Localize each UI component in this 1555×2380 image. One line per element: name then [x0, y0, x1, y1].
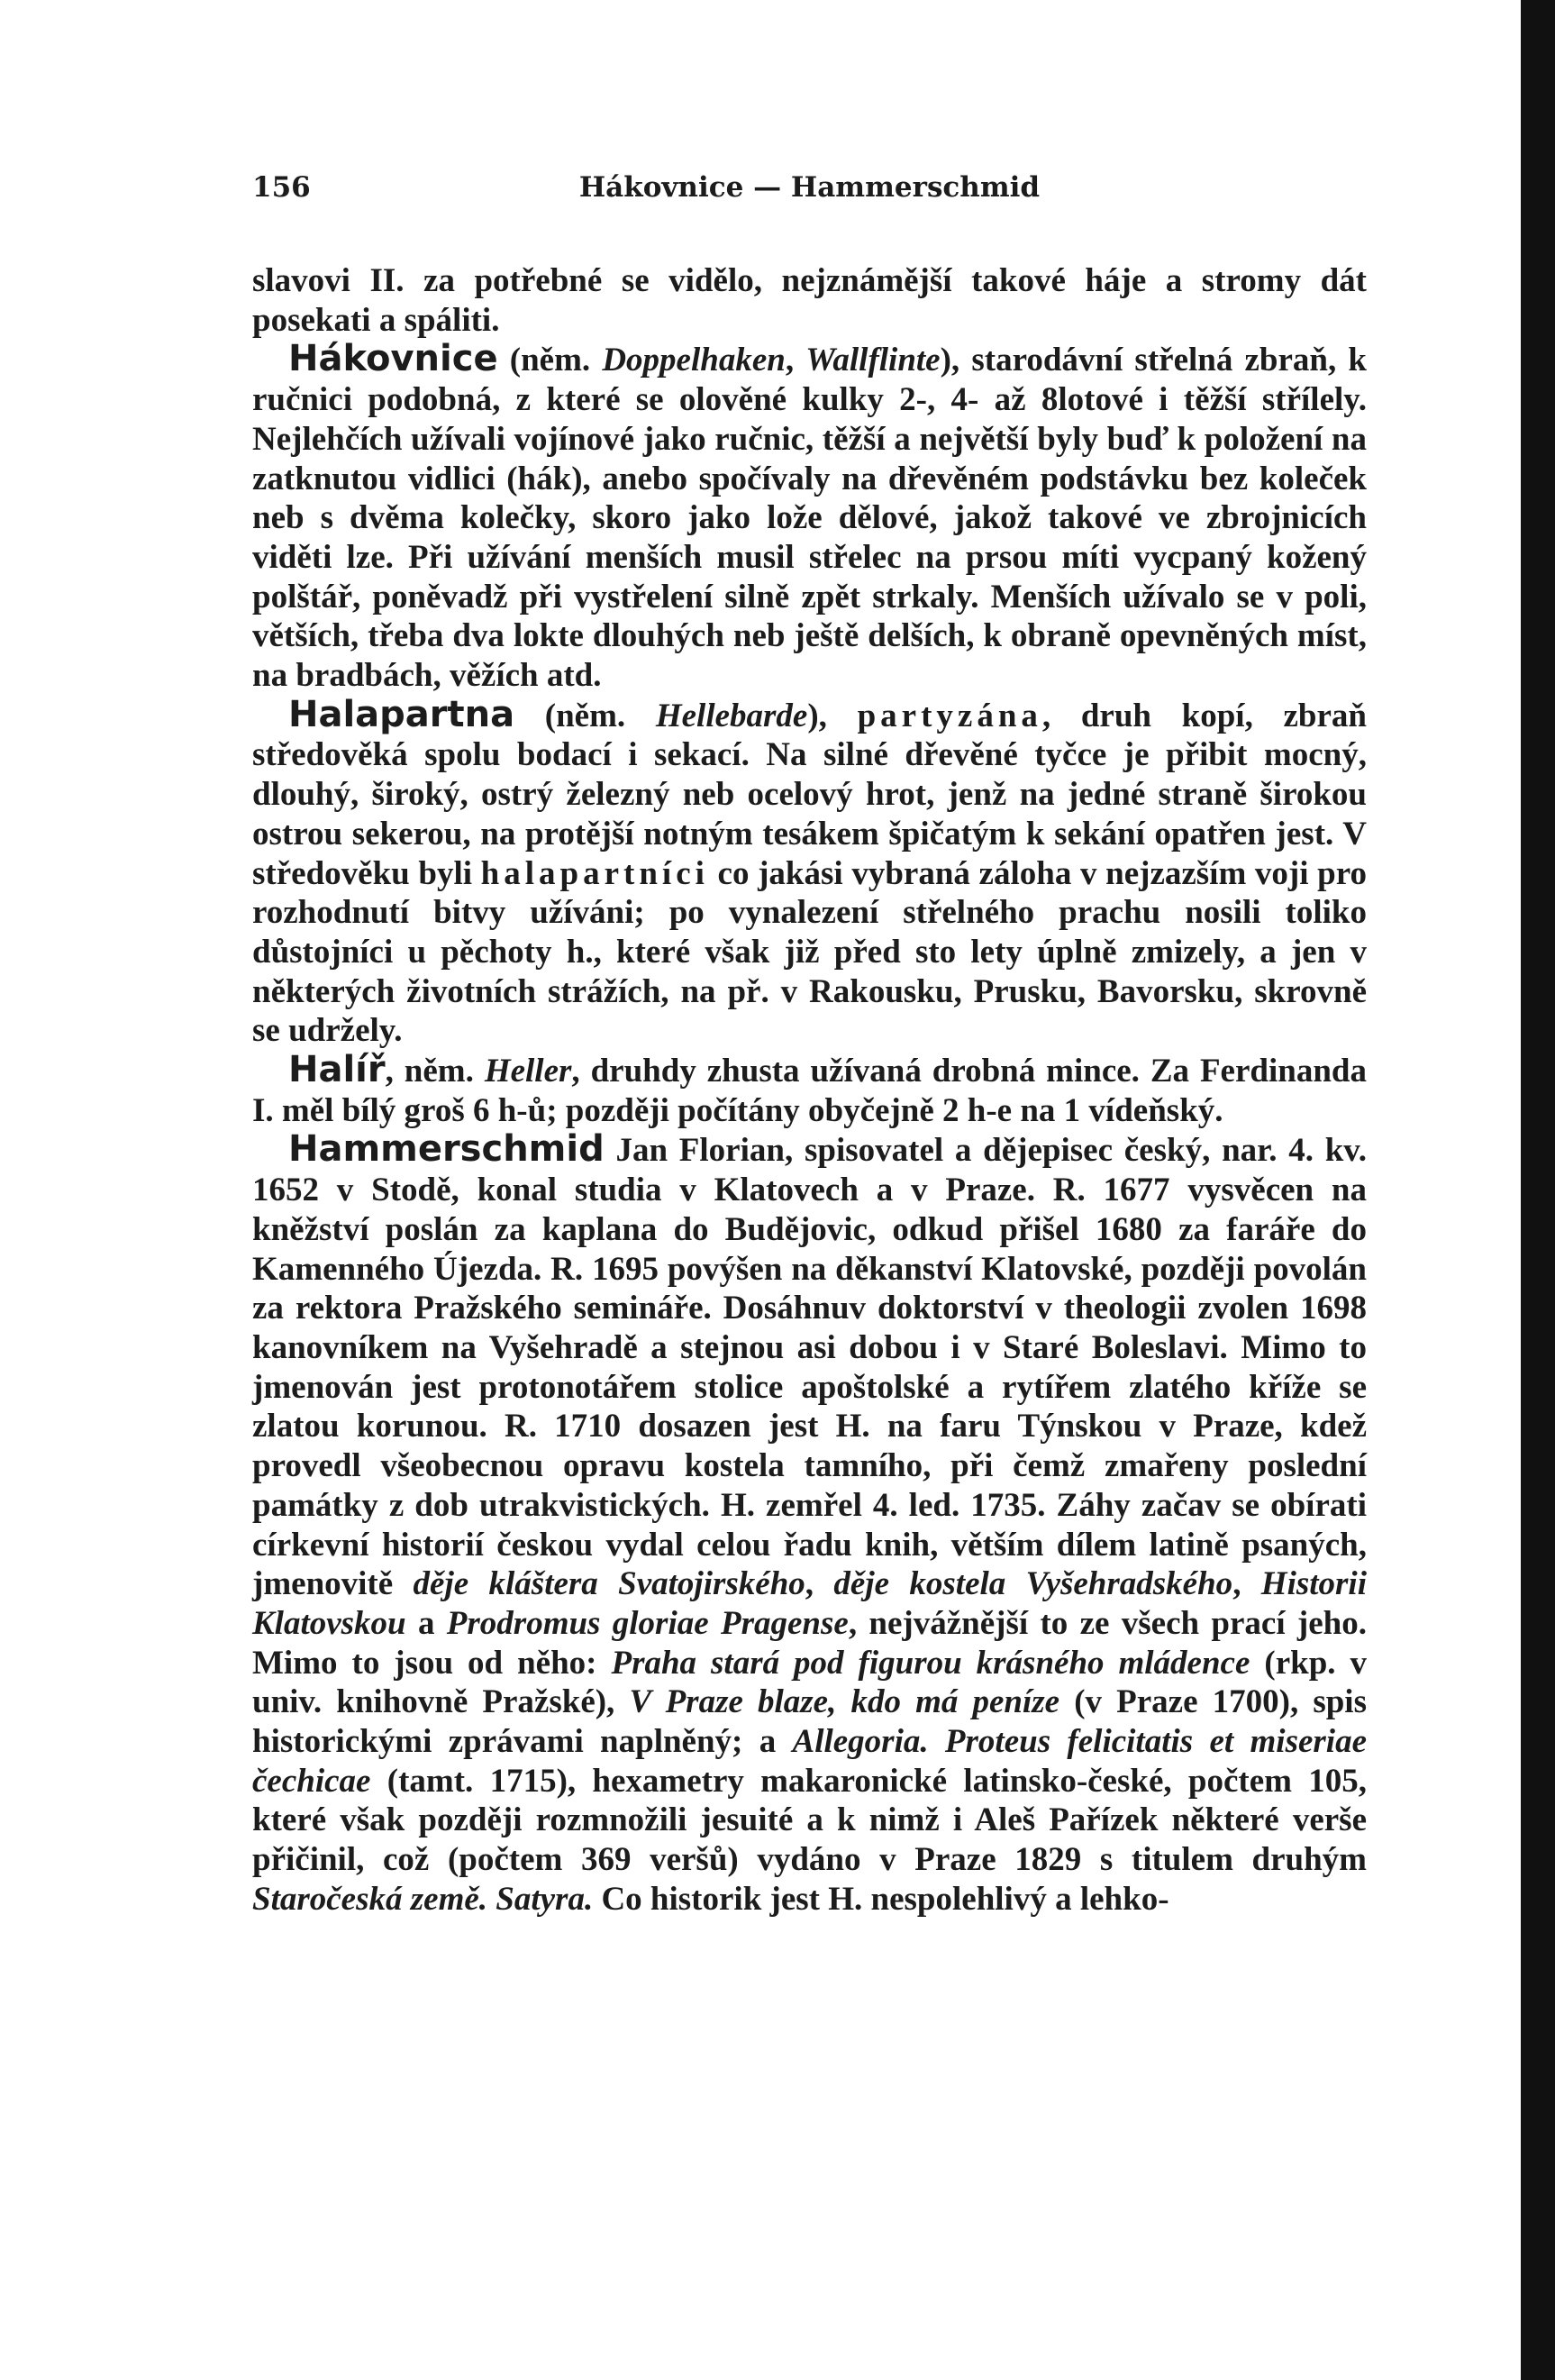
entry-text: co jakási vybraná záloha v nejzazším voji pro rozhodnutí bitvy užíváni; po vynalezení střelného prachu nosili toliko důstojníci u pěchoty h., které však již před sto lety úplně zmizely, a jen v některých životních strážích, na př. v Rakousku, Prusku, Bavorsku, skrovně se udržely. [252, 854, 1367, 1050]
entry-italic: Prodromus gloriae Pragense [446, 1604, 849, 1642]
entry-italic: Wallflinte [805, 342, 941, 379]
entry-italic: Staročeská země. Satyra. [252, 1880, 594, 1918]
headword-halir: Halíř [288, 1049, 386, 1091]
book-page [252, 171, 1367, 1920]
entry-spaced: partyzána [857, 697, 1042, 734]
page-header [252, 171, 1367, 207]
entry-text: (tamt. 1715), hexametry makaronické latinsko-české, počtem 105, které však později rozmnožili jesuité a k nimž i Aleš Pařízek některé verše přičinil, což (počtem 369 veršů) vydáno v Praze 1829 s titulem druhým [252, 1762, 1367, 1879]
dictionary-text [252, 261, 1367, 1920]
intro-paragraph: slavovi II. za potřebné se vidělo, nejznámější takové háje a stromy dát posekati a spáliti. [252, 262, 1367, 339]
entry-text: (rkp. v univ. knihovně Pražské), [252, 1644, 1367, 1721]
entry-hammerschmid [252, 1130, 1367, 1919]
entry-text: , nejvážnější to ze všech prací jeho. Mimo to jsou od něho: [252, 1604, 1368, 1682]
page-edge-shadow [1521, 0, 1555, 2380]
entry-text: , něm. [385, 1053, 485, 1090]
entry-italic: děje kostela Vyšehradského [833, 1565, 1233, 1603]
entry-italic: V Praze blaze, kdo má peníze [629, 1683, 1060, 1721]
headword-hakovnice: Hákovnice [288, 338, 498, 380]
entry-spaced: halapartníci [480, 854, 709, 892]
entry-text: a [405, 1604, 447, 1642]
entry-text: (něm. [497, 342, 603, 379]
entry-text: , [805, 1565, 834, 1603]
entry-italic: Praha stará pod figurou krásného mládence [611, 1644, 1250, 1682]
entry-italic: Doppelhaken [602, 342, 786, 379]
entry-text: , druh kopí, zbraň středověká spolu bodací i sekací. Na silné dřevěné tyčce je přibit mocný, dlouhý, široký, ostrý železný neb ocelový hrot, jenž na jedné straně širokou ostrou sekerou, na protější notným tesákem špičatým k sekání opatřen jest. V středověku byli [252, 697, 1367, 892]
entry-text: Jan Florian, spisovatel a dějepisec český, nar. 4. kv. 1652 v Stodě, konal studia v Klatovech a v Praze. R. 1677 vysvěcen na kněžství poslán za kaplana do Budějovic, odkud přišel 1680 za faráře do Kamenného Újezda. R. 1695 povýšen na děkanství Klatovské, později povolán za rektora Pražského semináře. Dosáhnuv doktorství v theologii zvolen 1698 kanovníkem na Vyšehradě a stejnou asi dobou i v Staré Boleslavi. Mimo to jmenován jest protonotářem stolice apoštolské a rytířem zlatého kříže se zlatou korunou. R. 1710 dosazen jest H. na faru Týnskou v Praze, kdež provedl všeobecnou opravu kostela tamního, při čemž zmařeny poslední památky z dob utrakvistických. H. zemřel 4. led. 1735. Záhy začav se obírati církevní historií českou vydal celou řadu knih, větším dílem latině psaných, jmenovitě [252, 1132, 1367, 1603]
entry-text: (v Praze 1700), spis historickými zprávami naplněný; a [252, 1683, 1367, 1761]
entry-text: , [785, 342, 806, 379]
entry-italic: Allegoria. Proteus felicitatis et miseriae čechicae [252, 1723, 1367, 1800]
entry-text: (něm. [514, 697, 656, 734]
entry-halir [252, 1051, 1367, 1130]
entry-italic: Hellebarde [655, 697, 808, 734]
entry-italic: Heller [484, 1053, 572, 1090]
entry-text: ), starodávní střelná zbraň, k ručnici podobná, z které se olověné kulky 2-, 4- až 8lotové i těžší střílely. Nejlehčích užívali vojínové jako ručnic, těžší a největší byly buď k položení na zatknutou vidlici (hák), anebo spočívaly na dřevěném podstávku bez koleček neb s dvěma kolečky, skoro jako lože dělové, jakož takové ve zbrojnicích viděti lze. Při užívání menších musil střelec na prsou míti vycpaný kožený polštář, poněvadž při vystřelení silně zpět strkaly. Menších užívalo se v poli, větších, třeba dva lokte dlouhých neb ještě delších, k obraně opevněných míst, na bradbách, věžích atd. [252, 342, 1368, 695]
entry-hakovnice [252, 340, 1367, 695]
headword-halapartna: Halapartna [288, 693, 515, 735]
headword-hammerschmid: Hammerschmid [288, 1128, 605, 1171]
entry-text: , druhdy zhusta užívaná drobná mince. Za Ferdinanda I. měl bílý groš 6 h-ů; později počítány obyčejně 2 h-e na 1 vídeňský. [252, 1053, 1367, 1129]
entry-halapartna [252, 693, 1367, 1051]
running-head: Hákovnice — Hammerschmid [578, 171, 1041, 204]
entry-italic: děje kláštera Svatojirského [413, 1565, 805, 1603]
entry-italic: Historii Klatovskou [252, 1565, 1367, 1642]
entry-text: ), [807, 697, 858, 734]
entry-text: Co historik jest H. nespolehlivý a lehko- [593, 1880, 1169, 1918]
page-number: 156 [252, 171, 311, 204]
entry-text: , [1232, 1565, 1261, 1603]
